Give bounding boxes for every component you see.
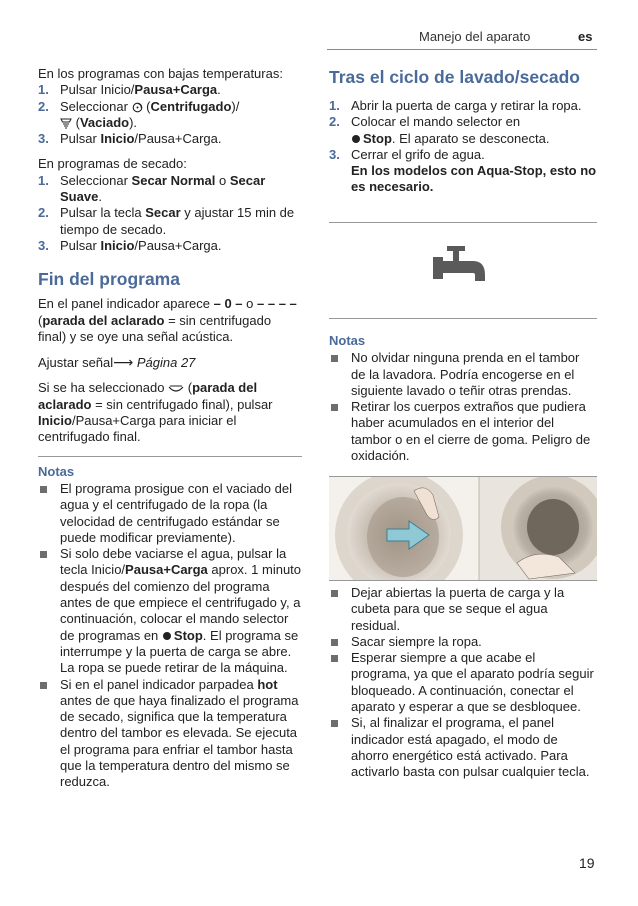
- step-text: .: [217, 82, 221, 98]
- step-text: Pulsar: [60, 237, 101, 253]
- step-bold: Pausa+Carga: [134, 82, 218, 98]
- tap-icon-box: [329, 222, 597, 319]
- bullet-icon: [331, 655, 338, 662]
- rinse-stop-icon: [168, 384, 184, 394]
- notes-list: [38, 481, 302, 791]
- note-item: [38, 677, 302, 791]
- step-bold: En los modelos con Aqua-Stop, esto no es necesario.: [351, 163, 597, 195]
- step-bold: Inicio: [100, 237, 135, 253]
- step-bold: Vaciado: [79, 114, 130, 130]
- step-bold: Centrifugado: [150, 98, 232, 114]
- step-bold: Secar: [145, 205, 181, 221]
- note-item: [329, 399, 597, 464]
- step-text: Pulsar: [60, 131, 101, 147]
- notes-title: Notas: [38, 456, 302, 480]
- step-number: 1.: [38, 82, 49, 98]
- note-text: Si, al finalizar el programa, el panel indicador está apagado, el modo de ahorro energético está activado. Para activarlo basta con pulsar cualquier tecla.: [351, 715, 590, 780]
- step-text: o: [215, 172, 230, 188]
- note-text: Sacar siempre la ropa.: [351, 633, 482, 649]
- step-text: Seleccionar: [60, 172, 132, 188]
- note-text: aprox. 1 minuto después del comienzo del programa antes de que empiece el centrifugado y, a continuación, colocar el mando selector de programas en: [60, 562, 302, 643]
- note-item: [329, 715, 597, 780]
- low-temp-block: [38, 66, 302, 147]
- stop-dot-icon: [163, 632, 171, 640]
- stop-dot-icon: [352, 135, 360, 143]
- arrow-icon: ⟶: [113, 354, 134, 371]
- note-text: Si solo debe vaciarse el agua, pulsar la tecla Inicio/: [60, 546, 287, 578]
- note-item: [38, 546, 302, 676]
- step-text: /Pausa+Carga.: [134, 131, 222, 147]
- right-column: [329, 66, 597, 196]
- step-bold: Stop: [363, 130, 392, 146]
- dry-steps: [38, 173, 302, 254]
- step-item: [329, 98, 597, 114]
- page-number: 19: [579, 855, 595, 871]
- bold-text: Stop: [173, 627, 203, 643]
- step-number: 2.: [38, 205, 49, 221]
- step-text: Seleccionar: [60, 98, 128, 114]
- rinse-stop-text: Si se ha seleccionado (parada del aclarado = sin centrifugado final), pulsar Inicio/Pausa+Carga para iniciar el centrifugado final.: [38, 380, 273, 445]
- bullet-icon: [331, 639, 338, 646]
- left-column: [38, 66, 302, 791]
- bullet-icon: [331, 404, 338, 411]
- bold-text: Inicio: [38, 413, 72, 429]
- step-item: [38, 82, 302, 98]
- bold-text: parada del aclarado: [38, 380, 258, 412]
- step-bold: Secar Normal: [131, 172, 216, 188]
- step-number: 1.: [329, 98, 340, 113]
- drain-icon: [60, 117, 72, 129]
- step-item: [38, 131, 302, 147]
- notes-list: [329, 350, 597, 464]
- note-text: Dejar abiertas la puerta de carga y la cubeta para que se seque el agua residual.: [351, 585, 565, 633]
- note-item: [329, 634, 597, 650]
- step-text: Pulsar la tecla: [60, 205, 146, 221]
- note-text: Retirar los cuerpos extraños que pudiera haber acumulados en el interior del tambor o en el cierre de goma. Peligro de oxidación.: [351, 399, 591, 464]
- step-item: [38, 173, 302, 206]
- step-number: 3.: [329, 146, 340, 162]
- note-item: [329, 585, 597, 634]
- bullet-icon: [40, 682, 47, 689]
- bullet-icon: [331, 590, 338, 597]
- step-text: Abrir la puerta de carga y retirar la ropa.: [351, 98, 582, 113]
- low-temp-steps: [38, 82, 302, 147]
- step-number: 1.: [38, 172, 49, 188]
- bullet-icon: [40, 551, 47, 558]
- washer-door-illustration: [329, 476, 597, 581]
- text: o: [242, 296, 258, 312]
- step-item: [329, 147, 597, 196]
- step-item: [38, 205, 302, 238]
- note-text: Si en el panel indicador parpadea: [60, 676, 258, 692]
- bold-text: – 0 –: [213, 296, 243, 312]
- step-text: /Pausa+Carga.: [134, 237, 222, 253]
- page-reference-link[interactable]: Página 27: [136, 355, 196, 371]
- bold-text: – – – –: [257, 296, 297, 312]
- after-cycle-title: Tras el ciclo de lavado/secado: [329, 67, 580, 87]
- note-text: Esperar siempre a que acabe el programa, ya que el aparato podría seguir bloqueado. A continuación, conectar el aparato y esperar a que se desbloquee.: [351, 650, 594, 715]
- right-notes-bottom: [329, 585, 597, 781]
- step-bold: Secar Suave: [60, 172, 266, 205]
- bullet-icon: [331, 720, 338, 727]
- text: = sin centrifugado final) y se oye una señal acústica.: [38, 312, 272, 344]
- note-text: No olvidar ninguna prenda en el tambor de la lavadora. Podría encogerse en el siguiente lavado o teñir otras prendas.: [351, 350, 580, 398]
- bold-text: Pausa+Carga: [125, 562, 208, 578]
- step-number: 2.: [38, 98, 49, 114]
- text: = sin centrifugado final), pulsar: [91, 396, 273, 412]
- notes-title: Notas: [329, 333, 366, 348]
- note-text: antes de que haya finalizado el programa de secado, significa que la temperatura dentro del tambor es elevada. Se ejecuta el programa para enfriar el tambor hasta que la temperatura dentro del mismo se reduzca.: [60, 692, 299, 790]
- after-cycle-steps: [329, 98, 597, 196]
- notes-list: [329, 585, 597, 781]
- text: /Pausa+Carga para iniciar el centrifugado final.: [38, 413, 237, 445]
- text: En el panel indicador aparece: [38, 296, 214, 312]
- step-text: .: [98, 189, 102, 205]
- bold-text: hot: [257, 676, 278, 692]
- step-text: . El aparato se desconecta.: [391, 130, 550, 146]
- bullet-icon: [40, 486, 47, 493]
- step-bold: Inicio: [100, 131, 135, 147]
- water-tap-icon: [429, 243, 499, 299]
- header-section-title: Manejo del aparato: [419, 29, 531, 44]
- right-notes-top: [329, 326, 597, 464]
- step-text: y ajustar 15 min de tiempo de secado.: [60, 205, 295, 237]
- text: Ajustar señal: [38, 355, 114, 371]
- low-temp-intro: En los programas con bajas temperaturas:: [38, 66, 283, 81]
- text: Si se ha seleccionado: [38, 380, 165, 396]
- end-program-text: En el panel indicador aparece – 0 – o – – – – (parada del aclarado = sin centrifugado final) y se oye una señal acústica.: [38, 296, 297, 344]
- step-number: 3.: [38, 237, 49, 253]
- note-text: El programa prosigue con el vaciado del agua y el centrifugado de la ropa (la velocidad de centrifugado estándar se puede modificar previamente).: [60, 480, 292, 545]
- bold-text: parada del aclarado: [42, 312, 165, 328]
- step-text: ).: [129, 114, 138, 130]
- dry-intro: En programas de secado:: [38, 156, 187, 172]
- step-text: )/: [231, 98, 240, 114]
- end-program-title: Fin del programa: [38, 269, 180, 290]
- page-header: [0, 26, 638, 52]
- header-language: es: [578, 29, 593, 44]
- step-item: [329, 114, 597, 147]
- step-text: Colocar el mando selector en: [351, 114, 521, 130]
- signal-reference[interactable]: [38, 354, 302, 371]
- note-item: [329, 350, 597, 399]
- bullet-icon: [331, 355, 338, 362]
- step-item: 2. Seleccionar (Centrifugado)/ (Vaciado).: [38, 98, 240, 130]
- step-text: Cerrar el grifo de agua.: [351, 146, 485, 162]
- note-item: [38, 481, 302, 546]
- washer-door-drawing: [329, 477, 597, 581]
- note-text: . El programa se interrumpe y la puerta de carga se abre. La ropa se puede retirar de la máquina.: [60, 627, 299, 676]
- spin-icon: [132, 102, 143, 113]
- step-item: [38, 238, 302, 254]
- step-number: 2.: [329, 114, 340, 130]
- header-rule: [327, 49, 597, 50]
- step-number: 3.: [38, 131, 49, 147]
- note-item: [329, 650, 597, 715]
- dry-block: [38, 156, 302, 254]
- step-text: Pulsar Inicio/: [60, 82, 135, 98]
